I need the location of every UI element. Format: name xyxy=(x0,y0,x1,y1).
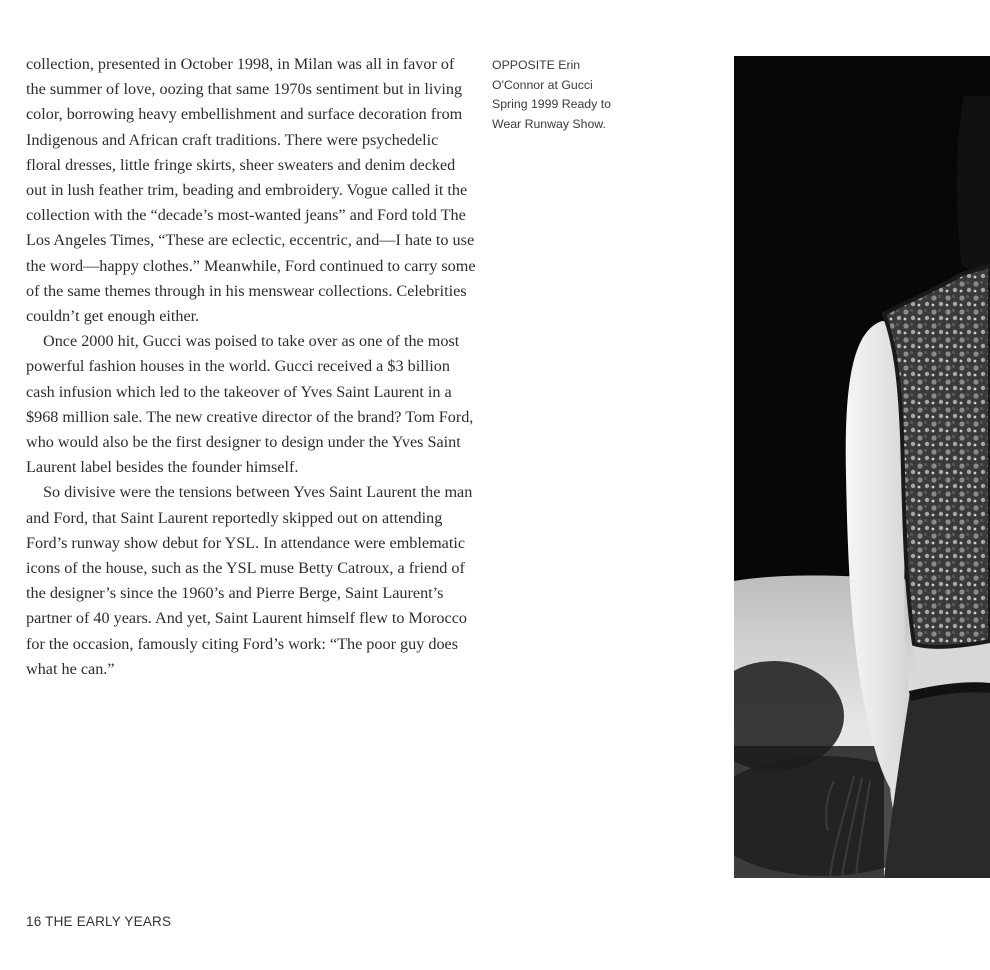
caption-line-4: Wear Runway Show. xyxy=(492,116,606,131)
section-title: THE EARLY YEARS xyxy=(45,914,172,929)
page-footer xyxy=(26,914,171,929)
paragraph-1: collection, presented in October 1998, in Milan was all in favor of the summer of love, oozing that same 1970s sentiment but in living color, borrowing heavy embellishment and surface decoration from Indigenous and African craft traditions. There were psychedelic floral dresses, little fringe skirts, sheer sweaters and denim decked out in lush feather trim, beading and embroidery. Vogue called it the collection with the “decade’s most-wanted jeans” and Ford told The Los Angeles Times, “These are eclectic, eccentric, and—I hate to use the word—happy clothes.” Meanwhile, Ford continued to carry some of the same themes through in his menswear collections. Celebrities couldn’t get enough either. xyxy=(26,55,476,326)
paragraph-2: Once 2000 hit, Gucci was poised to take over as one of the most powerful fashion houses in the world. Gucci received a $3 billion cash infusion which led to the takeover of Yves Saint Laurent in a $968 million sale. The new creative director of the brand? Tom Ford, who would also be the first designer to design under the Yves Saint Laurent label besides the founder himself. xyxy=(26,332,474,477)
runway-photo xyxy=(734,56,990,878)
caption-line-2: O'Connor at Gucci xyxy=(492,77,593,92)
caption-line-3: Spring 1999 Ready to xyxy=(492,97,611,111)
photo-caption xyxy=(492,56,632,134)
paragraph-3: So divisive were the tensions between Yves Saint Laurent the man and Ford, that Saint Laurent reportedly skipped out on attending Ford’s runway show debut for YSL. In attendance were emblematic icons of the house, such as the YSL muse Betty Catroux, a friend of the designer’s since the 1960’s and Pierre Berge, Saint Laurent’s partner of 40 years. And yet, Saint Laurent himself flew to Morocco for the occasion, famously citing Ford’s work: “The poor guy does what he can.” xyxy=(26,483,473,678)
main-text-column xyxy=(26,52,476,682)
caption-line-1: OPPOSITE Erin xyxy=(492,58,581,72)
page-number: 16 xyxy=(26,914,42,929)
